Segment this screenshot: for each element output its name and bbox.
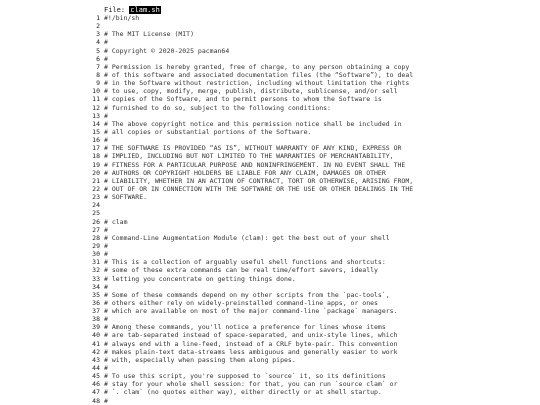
line-text: # [104, 54, 108, 63]
code-line [80, 30, 530, 38]
line-text: # which are available on most of the major command-line `package` managers. [104, 307, 398, 316]
code-line [80, 250, 530, 258]
code-line [80, 22, 530, 30]
line-number: 18 [92, 152, 100, 161]
code-line [80, 47, 530, 55]
line-number: 8 [96, 70, 100, 79]
line-text: # IMPLIED, INCLUDING BUT NOT LIMITED TO THE WARRANTIES OF MERCHANTABILITY, [104, 152, 394, 161]
line-number: 16 [92, 136, 100, 145]
line-text: # with, especially when passing them along pipes. [104, 355, 296, 364]
line-text: # others either rely on widely-preinstalled command-line apps, or ones [104, 298, 378, 307]
line-number: 1 [96, 14, 100, 22]
line-number: 37 [92, 307, 100, 316]
code-line [80, 218, 530, 226]
line-text [100, 201, 104, 209]
line-number: 47 [92, 388, 100, 397]
code-line [80, 397, 530, 405]
line-number: 19 [92, 160, 100, 169]
line-text: # [104, 250, 108, 259]
line-text: # letting you concentrate on getting things done. [104, 274, 296, 283]
code-line [80, 258, 530, 266]
code-line [80, 185, 530, 193]
line-number: 17 [92, 144, 100, 153]
code-line [80, 356, 530, 364]
line-text: # Command-Line Augmentation Module (clam): get the best out of your shell [104, 233, 390, 242]
line-text: # LIABILITY, WHETHER IN AN ACTION OF CONTRACT, TORT OR OTHERWISE, ARISING FROM, [104, 176, 414, 185]
code-line [80, 152, 530, 160]
code-line [80, 120, 530, 128]
line-text: # to use, copy, modify, merge, publish, distribute, sublicense, and/or sell [104, 87, 398, 96]
code-line [80, 380, 530, 388]
code-line [80, 87, 530, 95]
line-text: # makes plain-text data-streams less ambiguous and generally easier to work [104, 347, 398, 356]
code-line [80, 79, 530, 87]
line-text: # of this software and associated documentation files (the “Software”), to deal [104, 70, 414, 79]
code-line [80, 323, 530, 331]
line-number: 21 [92, 176, 100, 185]
line-text: # AUTHORS OR COPYRIGHT HOLDERS BE LIABLE FOR ANY CLAIM, DAMAGES OR OTHER [104, 168, 386, 177]
line-number: 46 [92, 380, 100, 389]
line-text: # always end with a line-feed, instead of a CRLF byte-pair. This convention [104, 339, 398, 348]
code-line [80, 63, 530, 71]
line-text: # [104, 241, 108, 250]
line-text: # Among these commands, you'll notice a preference for lines whose items [104, 323, 386, 332]
code-line [80, 161, 530, 169]
code-line [80, 283, 530, 291]
code-line [80, 242, 530, 250]
line-number: 42 [92, 347, 100, 356]
code-line [80, 307, 530, 315]
line-text [100, 209, 104, 217]
code-line [80, 348, 530, 356]
line-number: 7 [96, 62, 100, 71]
line-number: 43 [92, 355, 100, 364]
line-number: 24 [92, 201, 100, 210]
line-text: # `. clam` (no quotes either way), either directly or at shell startup. [104, 388, 382, 397]
code-line [80, 14, 530, 22]
code-line [80, 364, 530, 372]
line-text: # [104, 396, 108, 405]
line-number: 29 [92, 241, 100, 250]
line-number: 31 [92, 258, 100, 267]
line-number: 38 [92, 315, 100, 324]
line-text: # are tab-separated instead of space-separated, and unix-style lines, which [104, 331, 398, 340]
code-line [80, 275, 530, 283]
line-text: # [104, 282, 108, 291]
line-number: 48 [92, 396, 100, 405]
line-number: 33 [92, 274, 100, 283]
line-number: 45 [92, 372, 100, 381]
line-number: 9 [96, 79, 100, 88]
file-name: clam.sh [130, 6, 160, 14]
line-text: # copies of the Software, and to permit persons to whom the Software is [104, 95, 382, 104]
line-text: # [104, 225, 108, 234]
line-number: 40 [92, 331, 100, 340]
line-text: # The MIT License (MIT) [104, 30, 195, 39]
line-text: # SOFTWARE. [104, 193, 148, 202]
line-text: # The above copyright notice and this permission notice shall be included in [104, 119, 402, 128]
code-line [80, 388, 530, 396]
line-number: 11 [92, 95, 100, 104]
line-number: 35 [92, 290, 100, 299]
line-number: 2 [96, 22, 100, 31]
code-line [80, 315, 530, 323]
line-text: # OUT OF OR IN CONNECTION WITH THE SOFTWARE OR THE USE OR OTHER DEALINGS IN THE [104, 184, 414, 193]
line-number: 26 [92, 217, 100, 226]
code-line [80, 193, 530, 201]
line-text: # Permission is hereby granted, free of charge, to any person obtaining a copy [104, 62, 410, 71]
line-text: # in the Software without restriction, including without limitation the rights [104, 79, 410, 88]
line-text: # clam [104, 217, 128, 226]
code-line [80, 299, 530, 307]
file-label: File: [104, 6, 126, 14]
line-text: #!/bin/sh [104, 14, 140, 22]
code-listing[interactable] [80, 14, 530, 405]
line-number: 10 [92, 87, 100, 96]
line-text: # some of these extra commands can be real time/effort savers, ideally [104, 266, 378, 275]
line-text: # [104, 136, 108, 145]
line-text: # THE SOFTWARE IS PROVIDED “AS IS”, WITHOUT WARRANTY OF ANY KIND, EXPRESS OR [104, 144, 402, 153]
code-line [80, 340, 530, 348]
line-text: # stay for your whole shell session: for that, you can run `source clam` or [104, 380, 398, 389]
code-line [80, 71, 530, 79]
code-line [80, 38, 530, 46]
line-number: 4 [96, 38, 100, 47]
line-number: 23 [92, 193, 100, 202]
line-number: 25 [92, 209, 100, 218]
code-line [80, 128, 530, 136]
line-text: # [104, 315, 108, 324]
line-number: 27 [92, 225, 100, 234]
line-text [100, 22, 104, 30]
code-line [80, 169, 530, 177]
line-number: 22 [92, 184, 100, 193]
code-line [80, 136, 530, 144]
code-line [80, 112, 530, 120]
code-line [80, 291, 530, 299]
line-number: 30 [92, 250, 100, 259]
line-number: 13 [92, 111, 100, 120]
code-line [80, 104, 530, 112]
line-text: # This is a collection of arguably useful shell functions and shortcuts: [104, 258, 386, 267]
code-line [80, 177, 530, 185]
code-line [80, 372, 530, 380]
code-line [80, 144, 530, 152]
line-number: 20 [92, 168, 100, 177]
line-text: # [104, 364, 108, 373]
line-text: # [104, 38, 108, 47]
code-line [80, 226, 530, 234]
line-number: 12 [92, 103, 100, 112]
line-number: 36 [92, 298, 100, 307]
line-number: 44 [92, 364, 100, 373]
code-line [80, 201, 530, 209]
line-text: # To use this script, you're supposed to `source` it, so its definitions [104, 372, 386, 381]
line-text: # FITNESS FOR A PARTICULAR PURPOSE AND NONINFRINGEMENT. IN NO EVENT SHALL THE [104, 160, 406, 169]
line-number: 14 [92, 119, 100, 128]
line-text: # [104, 111, 108, 120]
line-number: 41 [92, 339, 100, 348]
line-number: 6 [96, 54, 100, 63]
line-number: 15 [92, 127, 100, 136]
line-number: 39 [92, 323, 100, 332]
line-number: 34 [92, 282, 100, 291]
line-number: 5 [96, 46, 100, 55]
code-line [80, 266, 530, 274]
code-line [80, 95, 530, 103]
line-text: # Some of these commands depend on my other scripts from the `pac-tools`, [104, 290, 390, 299]
line-text: # all copies or substantial portions of the Software. [104, 127, 312, 136]
line-number: 3 [96, 30, 100, 39]
line-number: 28 [92, 233, 100, 242]
code-line [80, 209, 530, 217]
line-text: # furnished to do so, subject to the following conditions: [104, 103, 331, 112]
code-line [80, 331, 530, 339]
line-number: 32 [92, 266, 100, 275]
line-text: # Copyright © 2020-2025 pacman64 [104, 46, 230, 55]
code-line [80, 55, 530, 63]
code-line [80, 234, 530, 242]
